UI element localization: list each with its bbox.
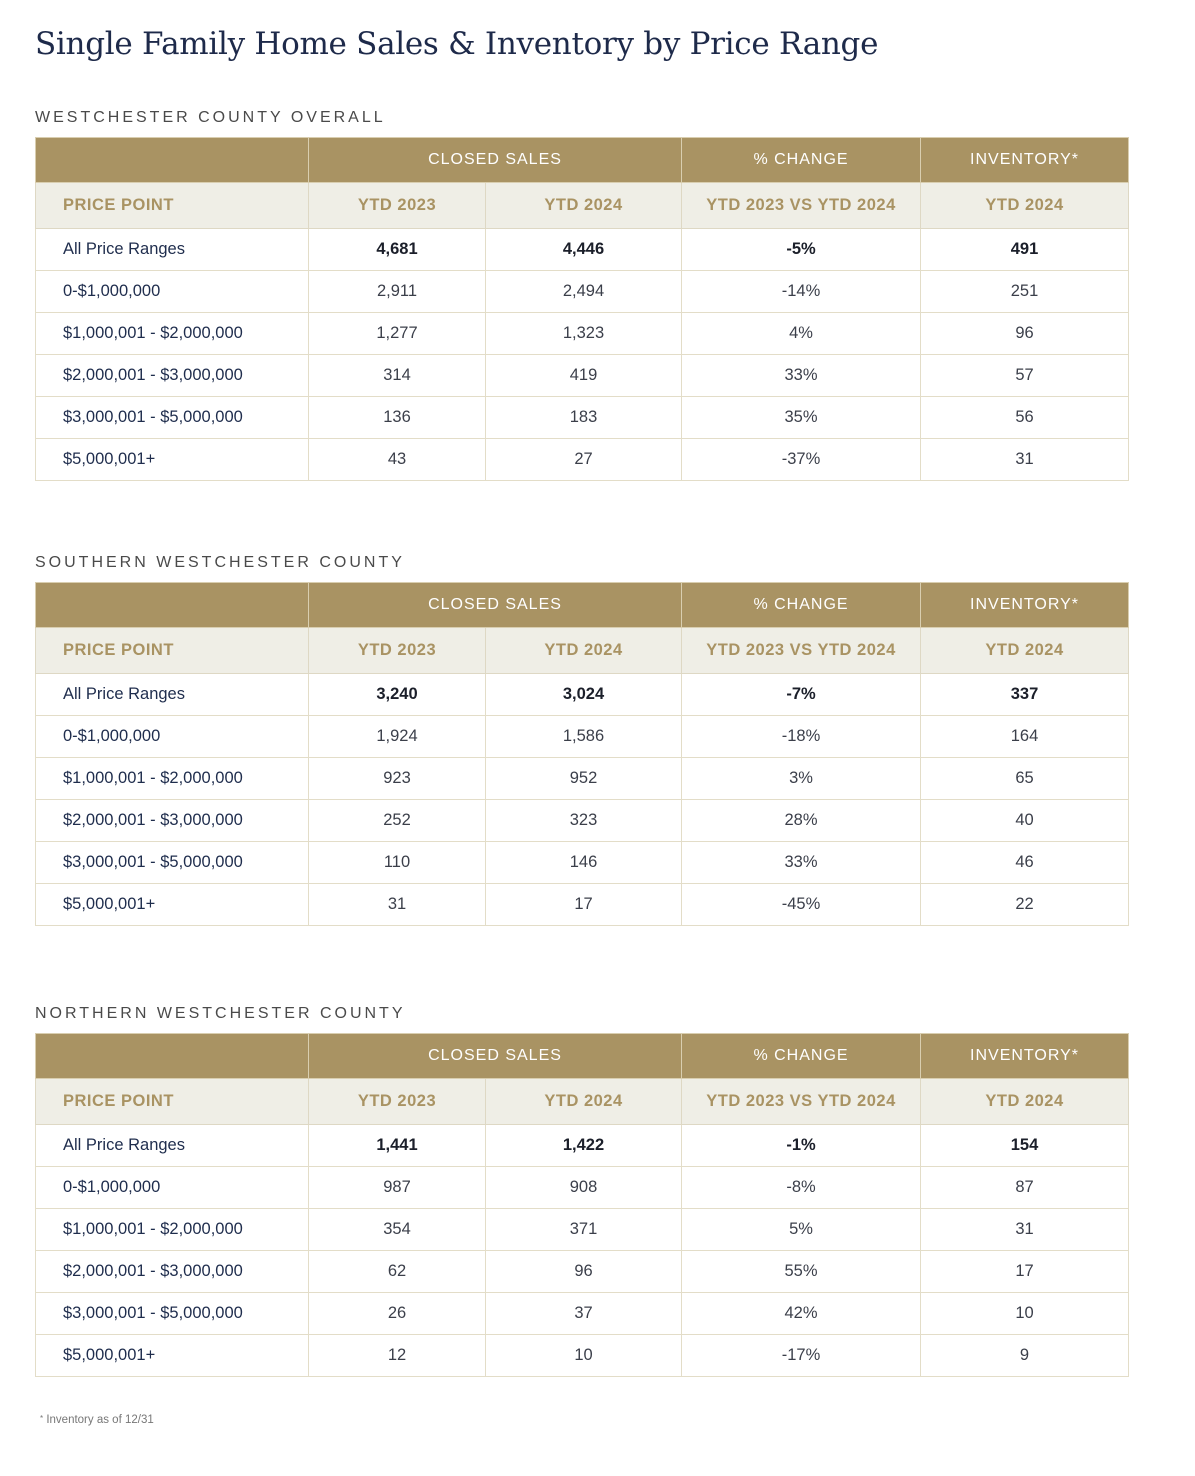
percent-change-cell: 42% <box>682 1293 921 1335</box>
ytd-2024-cell: 183 <box>486 397 682 439</box>
price-range-cell: $1,000,001 - $2,000,000 <box>36 313 309 355</box>
table-row <box>36 1293 1129 1335</box>
table-row <box>36 1167 1129 1209</box>
table-row <box>36 313 1129 355</box>
inventory-cell: 65 <box>921 758 1129 800</box>
price-table <box>35 1033 1129 1377</box>
closed-sales-header: CLOSED SALES <box>309 583 682 628</box>
ytd-2023-cell: 110 <box>309 842 486 884</box>
inventory-ytd-2024-header: YTD 2024 <box>921 628 1129 674</box>
ytd-2024-cell: 323 <box>486 800 682 842</box>
ytd-2023-cell: 252 <box>309 800 486 842</box>
ytd-2023-cell: 26 <box>309 1293 486 1335</box>
inventory-cell: 251 <box>921 271 1129 313</box>
table-row <box>36 1251 1129 1293</box>
ytd-2024-cell: 10 <box>486 1335 682 1377</box>
inventory-cell: 10 <box>921 1293 1129 1335</box>
section-heading: WESTCHESTER COUNTY OVERALL <box>35 109 386 126</box>
price-range-cell: $1,000,001 - $2,000,000 <box>36 758 309 800</box>
inventory-cell: 491 <box>921 229 1129 271</box>
table-sub-header <box>36 1079 1129 1125</box>
table-row <box>36 439 1129 481</box>
ytd-2024-cell: 1,586 <box>486 716 682 758</box>
percent-change-cell: -8% <box>682 1167 921 1209</box>
ytd-2023-cell: 136 <box>309 397 486 439</box>
table-row <box>36 1335 1129 1377</box>
footnote <box>40 1414 154 1426</box>
percent-change-cell: 4% <box>682 313 921 355</box>
empty-header-cell <box>36 583 309 628</box>
percent-change-cell: 5% <box>682 1209 921 1251</box>
price-range-cell: 0-$1,000,000 <box>36 716 309 758</box>
ytd-2024-cell: 2,494 <box>486 271 682 313</box>
percent-change-cell: -7% <box>682 674 921 716</box>
inventory-cell: 31 <box>921 439 1129 481</box>
inventory-cell: 31 <box>921 1209 1129 1251</box>
percent-change-cell: -5% <box>682 229 921 271</box>
percent-change-cell: 33% <box>682 355 921 397</box>
price-range-cell: All Price Ranges <box>36 674 309 716</box>
table-row <box>36 355 1129 397</box>
price-table <box>35 137 1129 481</box>
ytd-2024-cell: 3,024 <box>486 674 682 716</box>
ytd-2024-header: YTD 2024 <box>486 183 682 229</box>
table-group-header <box>36 583 1129 628</box>
percent-change-cell: 55% <box>682 1251 921 1293</box>
inventory-ytd-2024-header: YTD 2024 <box>921 183 1129 229</box>
empty-header-cell <box>36 1034 309 1079</box>
ytd-2024-cell: 17 <box>486 884 682 926</box>
ytd-2023-header: YTD 2023 <box>309 1079 486 1125</box>
table-group-header <box>36 1034 1129 1079</box>
percent-change-cell: -45% <box>682 884 921 926</box>
price-point-header: PRICE POINT <box>36 628 309 674</box>
table-row <box>36 884 1129 926</box>
ytd-2024-header: YTD 2024 <box>486 1079 682 1125</box>
table-row <box>36 674 1129 716</box>
closed-sales-header: CLOSED SALES <box>309 138 682 183</box>
price-range-cell: $3,000,001 - $5,000,000 <box>36 397 309 439</box>
empty-header-cell <box>36 138 309 183</box>
ytd-2023-cell: 1,277 <box>309 313 486 355</box>
ytd-2023-cell: 62 <box>309 1251 486 1293</box>
ytd-2023-cell: 4,681 <box>309 229 486 271</box>
ytd-2024-cell: 371 <box>486 1209 682 1251</box>
ytd-2023-header: YTD 2023 <box>309 628 486 674</box>
inventory-cell: 96 <box>921 313 1129 355</box>
price-range-cell: $3,000,001 - $5,000,000 <box>36 842 309 884</box>
price-range-cell: 0-$1,000,000 <box>36 1167 309 1209</box>
ytd-2023-cell: 12 <box>309 1335 486 1377</box>
ytd-2023-cell: 31 <box>309 884 486 926</box>
inventory-cell: 22 <box>921 884 1129 926</box>
ytd-2024-cell: 4,446 <box>486 229 682 271</box>
table-row <box>36 229 1129 271</box>
ytd-compare-header: YTD 2023 VS YTD 2024 <box>682 1079 921 1125</box>
inventory-cell: 40 <box>921 800 1129 842</box>
price-point-header: PRICE POINT <box>36 183 309 229</box>
table-row <box>36 1125 1129 1167</box>
inventory-cell: 337 <box>921 674 1129 716</box>
table-row <box>36 800 1129 842</box>
inventory-cell: 17 <box>921 1251 1129 1293</box>
table-row <box>36 758 1129 800</box>
percent-change-header: % CHANGE <box>682 138 921 183</box>
percent-change-cell: 35% <box>682 397 921 439</box>
ytd-2023-cell: 1,924 <box>309 716 486 758</box>
price-range-cell: $5,000,001+ <box>36 1335 309 1377</box>
ytd-2023-cell: 314 <box>309 355 486 397</box>
inventory-cell: 164 <box>921 716 1129 758</box>
ytd-2023-cell: 3,240 <box>309 674 486 716</box>
ytd-2023-cell: 2,911 <box>309 271 486 313</box>
inventory-cell: 56 <box>921 397 1129 439</box>
price-range-cell: $2,000,001 - $3,000,000 <box>36 355 309 397</box>
percent-change-cell: 3% <box>682 758 921 800</box>
section-heading: SOUTHERN WESTCHESTER COUNTY <box>35 554 405 571</box>
ytd-2023-cell: 43 <box>309 439 486 481</box>
ytd-2024-cell: 908 <box>486 1167 682 1209</box>
closed-sales-header: CLOSED SALES <box>309 1034 682 1079</box>
inventory-header: INVENTORY* <box>921 1034 1129 1079</box>
ytd-compare-header: YTD 2023 VS YTD 2024 <box>682 628 921 674</box>
ytd-2024-header: YTD 2024 <box>486 628 682 674</box>
percent-change-header: % CHANGE <box>682 583 921 628</box>
ytd-2023-header: YTD 2023 <box>309 183 486 229</box>
percent-change-cell: -18% <box>682 716 921 758</box>
percent-change-cell: 28% <box>682 800 921 842</box>
ytd-compare-header: YTD 2023 VS YTD 2024 <box>682 183 921 229</box>
price-range-cell: $2,000,001 - $3,000,000 <box>36 800 309 842</box>
ytd-2023-cell: 923 <box>309 758 486 800</box>
table-row <box>36 842 1129 884</box>
ytd-2024-cell: 952 <box>486 758 682 800</box>
inventory-header: INVENTORY* <box>921 138 1129 183</box>
ytd-2024-cell: 1,422 <box>486 1125 682 1167</box>
table-row <box>36 271 1129 313</box>
section-northern <box>35 1004 1128 1364</box>
footnote-asterisk: * <box>40 1414 44 1423</box>
section-overall <box>35 108 1128 468</box>
price-range-cell: $1,000,001 - $2,000,000 <box>36 1209 309 1251</box>
ytd-2024-cell: 1,323 <box>486 313 682 355</box>
ytd-2024-cell: 146 <box>486 842 682 884</box>
ytd-2024-cell: 419 <box>486 355 682 397</box>
table-row <box>36 1209 1129 1251</box>
section-heading: NORTHERN WESTCHESTER COUNTY <box>35 1005 406 1022</box>
price-range-cell: $5,000,001+ <box>36 439 309 481</box>
table-group-header <box>36 138 1129 183</box>
inventory-cell: 9 <box>921 1335 1129 1377</box>
ytd-2023-cell: 1,441 <box>309 1125 486 1167</box>
percent-change-cell: 33% <box>682 842 921 884</box>
ytd-2023-cell: 987 <box>309 1167 486 1209</box>
page-title: Single Family Home Sales & Inventory by Price Range <box>35 26 879 62</box>
price-range-cell: $5,000,001+ <box>36 884 309 926</box>
inventory-cell: 57 <box>921 355 1129 397</box>
price-point-header: PRICE POINT <box>36 1079 309 1125</box>
inventory-cell: 46 <box>921 842 1129 884</box>
section-southern <box>35 553 1128 913</box>
footnote-text: Inventory as of 12/31 <box>46 1414 154 1426</box>
ytd-2024-cell: 37 <box>486 1293 682 1335</box>
inventory-header: INVENTORY* <box>921 583 1129 628</box>
price-range-cell: 0-$1,000,000 <box>36 271 309 313</box>
percent-change-header: % CHANGE <box>682 1034 921 1079</box>
ytd-2024-cell: 96 <box>486 1251 682 1293</box>
ytd-2023-cell: 354 <box>309 1209 486 1251</box>
price-table <box>35 582 1129 926</box>
price-range-cell: All Price Ranges <box>36 229 309 271</box>
ytd-2024-cell: 27 <box>486 439 682 481</box>
inventory-ytd-2024-header: YTD 2024 <box>921 1079 1129 1125</box>
table-row <box>36 716 1129 758</box>
price-range-cell: $2,000,001 - $3,000,000 <box>36 1251 309 1293</box>
percent-change-cell: -37% <box>682 439 921 481</box>
price-range-cell: $3,000,001 - $5,000,000 <box>36 1293 309 1335</box>
price-range-cell: All Price Ranges <box>36 1125 309 1167</box>
table-sub-header <box>36 628 1129 674</box>
table-sub-header <box>36 183 1129 229</box>
table-row <box>36 397 1129 439</box>
percent-change-cell: -1% <box>682 1125 921 1167</box>
inventory-cell: 87 <box>921 1167 1129 1209</box>
percent-change-cell: -14% <box>682 271 921 313</box>
inventory-cell: 154 <box>921 1125 1129 1167</box>
percent-change-cell: -17% <box>682 1335 921 1377</box>
